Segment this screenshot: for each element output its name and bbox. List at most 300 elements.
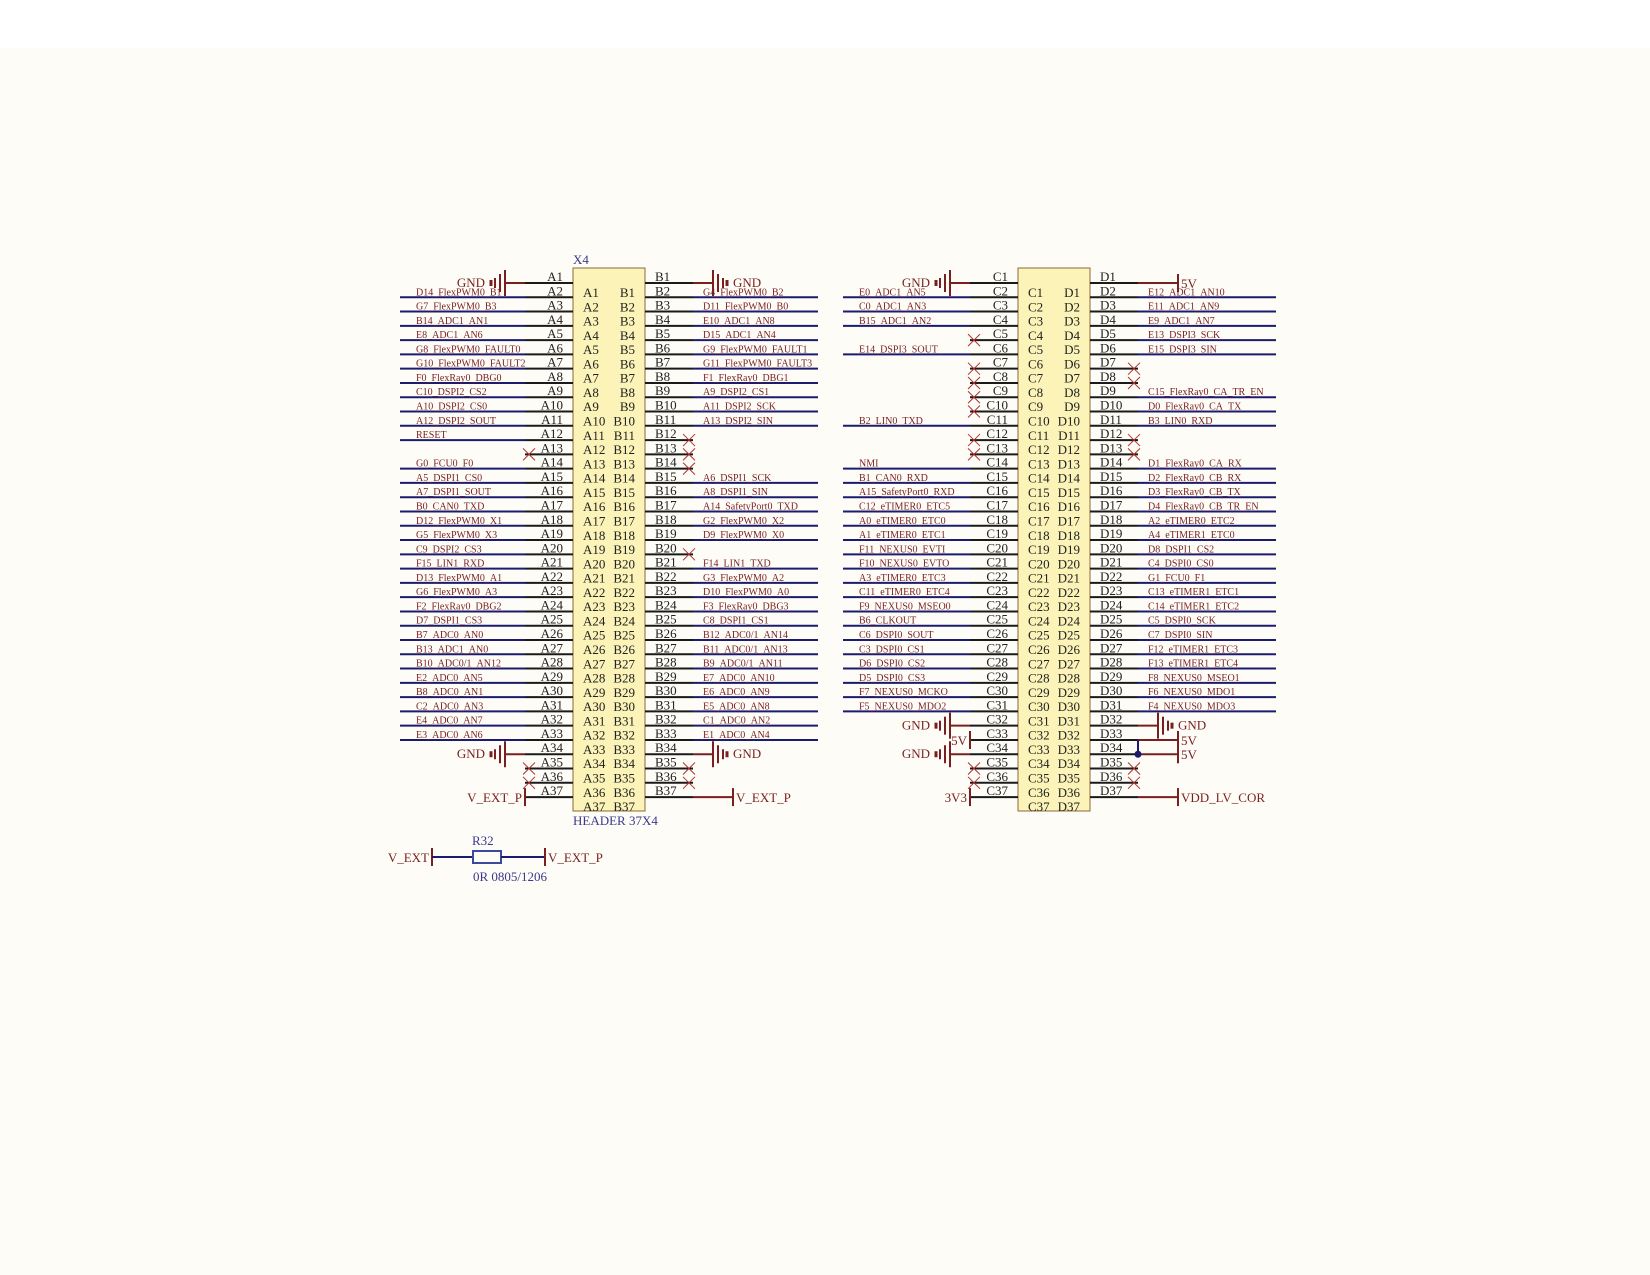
net-label: F2_FlexRay0_DBG2 (416, 601, 502, 613)
pin-inner-label: D8 (1064, 384, 1080, 400)
net-label: C14_eTIMER1_ETC2 (1148, 601, 1240, 613)
power-label: 5V (1181, 732, 1197, 748)
pin-number: A27 (540, 640, 563, 656)
ground-icon (490, 751, 493, 757)
pin-inner-label: C13 (1028, 456, 1050, 472)
pin-number: D22 (1100, 568, 1123, 584)
pin-inner-label: B25 (613, 627, 635, 643)
pin-inner-label: C1 (1028, 285, 1044, 300)
pin-number: B35 (655, 754, 677, 770)
pin-number: D17 (1100, 497, 1123, 513)
net-label: A6_DSPI1_SCK (703, 472, 772, 484)
net-label: G3_FlexPWM0_A2 (703, 572, 785, 584)
power-label: 5V (951, 732, 967, 748)
net-label: E7_ADC0_AN10 (703, 672, 775, 684)
pin-number: C12 (986, 426, 1008, 442)
pin-number: D34 (1100, 740, 1123, 756)
pin-number: B9 (655, 383, 671, 399)
pin-inner-label: A31 (583, 713, 606, 729)
pin-inner-label: B6 (619, 356, 635, 372)
pin-inner-label: C31 (1028, 713, 1050, 729)
pin-inner-label: B8 (619, 384, 635, 400)
pin-inner-label: C17 (1028, 513, 1050, 529)
pin-number: D12 (1100, 426, 1123, 442)
pin-number: C5 (992, 326, 1008, 342)
net-label: G4_FlexPWM0_B2 (703, 287, 784, 299)
pin-number: C30 (986, 683, 1008, 699)
pin-inner-label: B7 (619, 370, 635, 386)
pin-inner-label: D24 (1057, 613, 1080, 629)
net-label: F3_FlexRay0_DBG3 (703, 601, 789, 613)
net-label: E6_ADC0_AN9 (703, 687, 770, 699)
net-label: G6_FlexPWM0_A3 (416, 587, 498, 599)
pin-inner-label: A37 (583, 799, 606, 815)
net-label: B15_ADC1_AN2 (859, 315, 932, 327)
net-label: F14_LIN1_TXD (703, 558, 771, 570)
net-label: C7_DSPI0_SIN (1148, 630, 1213, 641)
net-label: F8_NEXUS0_MSEO1 (1148, 672, 1240, 684)
pin-inner-label: B3 (619, 313, 635, 329)
pin-number: A8 (547, 368, 563, 384)
net-label: B1_CAN0_RXD (859, 472, 928, 484)
power-label-gnd: GND (733, 746, 762, 762)
net-label: C5_DSPI0_SCK (1148, 615, 1216, 627)
pin-number: D13 (1100, 440, 1123, 456)
pin-number: D36 (1100, 768, 1123, 784)
power-label-gnd: GND (1178, 717, 1207, 733)
pin-number: A22 (540, 568, 563, 584)
pin-inner-label: A19 (583, 542, 606, 558)
pin-inner-label: A8 (583, 384, 599, 400)
pin-number: C18 (986, 511, 1008, 527)
pin-inner-label: B35 (613, 770, 635, 786)
pin-inner-label: A22 (583, 584, 606, 600)
net-label: E11_ADC1_AN9 (1148, 301, 1220, 313)
pin-number: A33 (540, 725, 563, 741)
pin-inner-label: A30 (583, 699, 606, 715)
pin-inner-label: C8 (1028, 384, 1044, 400)
pin-number: C28 (986, 654, 1008, 670)
pin-number: B23 (655, 583, 677, 599)
pin-inner-label: D30 (1057, 699, 1080, 715)
pin-inner-label: B37 (613, 799, 635, 815)
net-label: A12_DSPI2_SOUT (416, 415, 497, 427)
pin-inner-label: B11 (613, 427, 635, 443)
pin-inner-label: D1 (1064, 285, 1080, 300)
pin-number: D9 (1100, 383, 1116, 399)
pin-inner-label: B5 (619, 342, 635, 358)
net-label: F1_FlexRay0_DBG1 (703, 372, 789, 384)
resistor-right-net: V_EXT_P (548, 850, 603, 865)
pin-inner-label: A6 (583, 356, 599, 372)
pin-number: B22 (655, 568, 677, 584)
pin-number: B10 (655, 397, 677, 413)
pin-inner-label: B9 (619, 399, 635, 415)
pin-inner-label: D15 (1057, 484, 1080, 500)
power-label: 5V (1181, 276, 1197, 291)
net-label: F5_NEXUS0_MDO2 (859, 701, 947, 713)
connector-comment: HEADER 37X4 (573, 813, 658, 828)
connector-x4-ab (400, 268, 818, 814)
pin-inner-label: B27 (613, 656, 635, 672)
ground-icon (726, 280, 729, 286)
pin-number: D33 (1100, 725, 1123, 741)
pin-number: C13 (986, 440, 1008, 456)
pin-number: C17 (986, 497, 1008, 513)
pin-number: A17 (540, 497, 563, 513)
pin-inner-label: A35 (583, 770, 606, 786)
pin-number: B2 (655, 283, 671, 299)
pin-number: B36 (655, 768, 677, 784)
pin-inner-label: B18 (613, 527, 635, 543)
pin-number: D16 (1100, 483, 1123, 499)
pin-number: B33 (655, 725, 677, 741)
pin-inner-label: D29 (1057, 684, 1080, 700)
pin-inner-label: D10 (1057, 413, 1080, 429)
net-label: C10_DSPI2_CS2 (416, 387, 487, 399)
pin-inner-label: B12 (613, 442, 635, 458)
pin-number: B4 (655, 311, 671, 327)
net-label: C11_eTIMER0_ETC4 (859, 587, 950, 599)
pin-inner-label: A16 (583, 499, 606, 515)
connector-designator: X4 (573, 252, 589, 267)
pin-inner-label: D26 (1057, 642, 1080, 657)
net-label: B14_ADC1_AN1 (416, 315, 489, 327)
net-label: C2_ADC0_AN3 (416, 701, 484, 713)
pin-inner-label: C6 (1028, 356, 1044, 372)
pin-inner-label: D3 (1064, 313, 1080, 329)
net-label: E8_ADC1_AN6 (416, 330, 483, 342)
pin-inner-label: A17 (583, 513, 606, 529)
pin-inner-label: A21 (583, 570, 606, 586)
net-label: D3_FlexRay0_CB_TX (1148, 487, 1241, 499)
pin-number: A34 (540, 740, 563, 756)
net-label: G10_FlexPWM0_FAULT2 (416, 358, 526, 370)
pin-inner-label: D5 (1064, 342, 1080, 358)
pin-inner-label: D37 (1057, 799, 1080, 815)
pin-number: A21 (540, 554, 563, 570)
pin-inner-label: C28 (1028, 670, 1050, 686)
pin-inner-label: B23 (613, 599, 635, 615)
pin-number: C4 (992, 311, 1008, 327)
pin-inner-label: D20 (1057, 556, 1080, 572)
pin-number: A12 (540, 426, 563, 442)
pin-inner-label: A10 (583, 413, 606, 429)
net-label: E9_ADC1_AN7 (1148, 315, 1215, 327)
net-label: G9_FlexPWM0_FAULT1 (703, 344, 808, 356)
net-label: A5_DSPI1_CS0 (416, 472, 483, 484)
net-label: A3_eTIMER0_ETC3 (859, 572, 946, 584)
pin-number: C10 (986, 397, 1008, 413)
net-label: B11_ADC0/1_AN13 (703, 644, 788, 656)
pin-inner-label: C20 (1028, 556, 1050, 572)
ground-icon (1171, 723, 1174, 729)
pin-inner-label: B17 (613, 513, 635, 529)
pin-number: B15 (655, 468, 677, 484)
net-label: A2_eTIMER0_ETC2 (1148, 515, 1235, 527)
pin-inner-label: A28 (583, 670, 606, 686)
pin-number: D20 (1100, 540, 1123, 556)
net-label: F9_NEXUS0_MSEO0 (859, 601, 951, 613)
net-label: C4_DSPI0_CS0 (1148, 558, 1214, 570)
pin-number: C6 (992, 340, 1008, 356)
pin-number: B28 (655, 654, 677, 670)
pin-number: C33 (986, 725, 1008, 741)
pin-inner-label: A4 (583, 327, 599, 343)
net-label: NMI (859, 458, 879, 470)
pin-number: D6 (1100, 340, 1116, 356)
net-label: A9_DSPI2_CS1 (703, 387, 770, 399)
pin-number: C21 (986, 554, 1008, 570)
pin-inner-label: A33 (583, 741, 606, 757)
net-label: B10_ADC0/1_AN12 (416, 658, 502, 670)
pin-number: D18 (1100, 511, 1123, 527)
net-label: B3_LIN0_RXD (1148, 415, 1213, 427)
pin-inner-label: D34 (1057, 756, 1080, 772)
pin-inner-label: C37 (1028, 799, 1050, 815)
net-label: F6_NEXUS0_MDO1 (1148, 687, 1236, 699)
pin-inner-label: A23 (583, 599, 606, 615)
net-label: C12_eTIMER0_ETC5 (859, 501, 951, 513)
net-label: E4_ADC0_AN7 (416, 715, 483, 727)
net-label: D5_DSPI0_CS3 (859, 672, 926, 684)
pin-inner-label: D18 (1057, 527, 1080, 543)
pin-inner-label: B22 (613, 584, 635, 600)
pin-inner-label: A14 (583, 470, 606, 486)
pin-inner-label: C21 (1028, 570, 1050, 586)
net-label: G8_FlexPWM0_FAULT0 (416, 344, 521, 356)
pin-inner-label: C25 (1028, 627, 1050, 643)
pin-inner-label: C14 (1028, 470, 1050, 486)
pin-inner-label: A12 (583, 442, 606, 458)
pin-number: A10 (540, 397, 563, 413)
pin-number: A29 (540, 668, 563, 684)
net-label: D0_FlexRay0_CA_TX (1148, 401, 1242, 413)
net-label: D9_FlexPWM0_X0 (703, 530, 785, 542)
pin-inner-label: B14 (613, 470, 635, 486)
net-label: D6_DSPI0_CS2 (859, 658, 926, 670)
power-label: 3V3 (944, 790, 967, 806)
pin-number: D19 (1100, 526, 1123, 542)
net-label: E3_ADC0_AN6 (416, 729, 483, 741)
net-label: G0_FCU0_F0 (416, 458, 474, 470)
pin-inner-label: A1 (583, 285, 599, 300)
ground-icon (935, 280, 938, 286)
pin-inner-label: D21 (1057, 570, 1080, 586)
pin-inner-label: B1 (619, 285, 635, 300)
resistor-designator: R32 (472, 833, 494, 848)
pin-number: B7 (655, 354, 671, 370)
net-label: A14_SafetyPort0_TXD (703, 501, 798, 513)
junction-dot (1135, 751, 1142, 758)
pin-inner-label: B26 (613, 642, 635, 657)
pin-number: B3 (655, 297, 671, 313)
net-label: A13_DSPI2_SIN (703, 415, 774, 427)
pin-number: D24 (1100, 597, 1123, 613)
pin-inner-label: D17 (1057, 513, 1080, 529)
net-label: F15_LIN1_RXD (416, 558, 485, 570)
pin-number: C36 (986, 768, 1008, 784)
pin-number: B12 (655, 426, 677, 442)
pin-inner-label: B34 (613, 756, 635, 772)
pin-number: B5 (655, 326, 671, 342)
pin-number: B30 (655, 683, 677, 699)
pin-number: A5 (547, 326, 563, 342)
resistor-left-net: V_EXT (387, 850, 429, 865)
pin-inner-label: A15 (583, 484, 606, 500)
net-label: C13_eTIMER1_ETC1 (1148, 587, 1240, 599)
pin-number: B37 (655, 783, 677, 799)
pin-inner-label: C11 (1028, 427, 1050, 443)
net-label: B7_ADC0_AN0 (416, 630, 484, 641)
pin-inner-label: D7 (1064, 370, 1080, 386)
pin-inner-label: A32 (583, 727, 606, 743)
pin-number: B31 (655, 697, 677, 713)
net-label: C15_FlexRay0_CA_TR_EN (1148, 387, 1264, 399)
pin-number: A13 (540, 440, 563, 456)
pin-inner-label: D9 (1064, 399, 1080, 415)
net-label: F0_FlexRay0_DBG0 (416, 372, 502, 384)
pin-number: B26 (655, 626, 677, 641)
pin-inner-label: A3 (583, 313, 599, 329)
pin-inner-label: B19 (613, 542, 635, 558)
net-label: G2_FlexPWM0_X2 (703, 515, 785, 527)
pin-inner-label: A20 (583, 556, 606, 572)
pin-number: B13 (655, 440, 677, 456)
net-label: E14_DSPI3_SOUT (859, 344, 938, 356)
net-label: G5_FlexPWM0_X3 (416, 530, 498, 542)
pin-inner-label: C4 (1028, 327, 1044, 343)
pin-number: B24 (655, 597, 677, 613)
pin-number: A30 (540, 683, 563, 699)
pin-inner-label: A18 (583, 527, 606, 543)
net-label: C1_ADC0_AN2 (703, 715, 771, 727)
net-label: G11_FlexPWM0_FAULT3 (703, 358, 813, 370)
pin-inner-label: A7 (583, 370, 599, 386)
pin-number: D27 (1100, 640, 1123, 656)
net-label: D2_FlexRay0_CB_RX (1148, 472, 1242, 484)
pin-number: D7 (1100, 354, 1116, 370)
pin-number: B21 (655, 554, 677, 570)
net-label: D7_DSPI1_CS3 (416, 615, 483, 627)
pin-inner-label: A25 (583, 627, 606, 643)
pin-inner-label: C26 (1028, 642, 1050, 657)
pin-number: D3 (1100, 297, 1116, 313)
net-label: B12_ADC0/1_AN14 (703, 630, 789, 641)
pin-number: D14 (1100, 454, 1123, 470)
pin-inner-label: C16 (1028, 499, 1050, 515)
net-label: D4_FlexRay0_CB_TR_EN (1148, 501, 1259, 513)
pin-number: A1 (547, 269, 563, 284)
pin-inner-label: D23 (1057, 599, 1080, 615)
pin-number: A4 (547, 311, 563, 327)
pin-inner-label: D19 (1057, 542, 1080, 558)
pin-inner-label: A26 (583, 642, 606, 657)
pin-inner-label: C5 (1028, 342, 1044, 358)
pin-number: A15 (540, 468, 563, 484)
net-label: F12_eTIMER1_ETC3 (1148, 644, 1238, 656)
pin-number: D25 (1100, 611, 1123, 627)
pin-number: B32 (655, 711, 677, 727)
net-label: E2_ADC0_AN5 (416, 672, 483, 684)
pin-number: C7 (992, 354, 1008, 370)
net-label: B2_LIN0_TXD (859, 415, 923, 427)
net-label: C8_DSPI1_CS1 (703, 615, 769, 627)
net-label: D11_FlexPWM0_B0 (703, 301, 789, 313)
pin-number: A31 (540, 697, 563, 713)
pin-inner-label: A29 (583, 684, 606, 700)
pin-number: B14 (655, 454, 677, 470)
pin-inner-label: B29 (613, 684, 635, 700)
pin-number: A3 (547, 297, 563, 313)
pin-inner-label: B15 (613, 484, 635, 500)
pin-number: A9 (547, 383, 563, 399)
pin-number: B6 (655, 340, 671, 356)
net-label: B13_ADC1_AN0 (416, 644, 489, 656)
pin-number: C35 (986, 754, 1008, 770)
pin-inner-label: B28 (613, 670, 635, 686)
pin-number: C24 (986, 597, 1008, 613)
pin-number: C29 (986, 668, 1008, 684)
pin-number: C11 (986, 411, 1008, 427)
pin-inner-label: B10 (613, 413, 635, 429)
pin-inner-label: B33 (613, 741, 635, 757)
pin-inner-label: D22 (1057, 584, 1080, 600)
pin-number: D31 (1100, 697, 1123, 713)
pin-inner-label: C9 (1028, 399, 1044, 415)
net-label: A0_eTIMER0_ETC0 (859, 515, 946, 527)
net-label: C0_ADC1_AN3 (859, 301, 927, 313)
net-label: A4_eTIMER1_ETC0 (1148, 530, 1235, 542)
pin-number: D35 (1100, 754, 1123, 770)
pin-number: D23 (1100, 583, 1123, 599)
pin-inner-label: C23 (1028, 599, 1050, 615)
pin-inner-label: B2 (619, 299, 635, 315)
pin-number: A6 (547, 340, 563, 356)
pin-inner-label: B21 (613, 570, 635, 586)
net-label: A10_DSPI2_CS0 (416, 401, 488, 413)
pin-number: D26 (1100, 626, 1123, 641)
pin-number: A19 (540, 526, 563, 542)
pin-inner-label: C22 (1028, 584, 1050, 600)
pin-number: C26 (986, 626, 1008, 641)
pin-number: C15 (986, 468, 1008, 484)
pin-inner-label: D27 (1057, 656, 1080, 672)
net-label: B9_ADC0/1_AN11 (703, 658, 783, 670)
ground-icon (935, 751, 938, 757)
net-label: F7_NEXUS0_MCKO (859, 687, 948, 699)
pin-number: A28 (540, 654, 563, 670)
pin-inner-label: D14 (1057, 470, 1080, 486)
pin-number: B27 (655, 640, 677, 656)
net-label: E10_ADC1_AN8 (703, 315, 775, 327)
pin-number: D21 (1100, 554, 1123, 570)
pin-number: D2 (1100, 283, 1116, 299)
pin-number: A32 (540, 711, 563, 727)
pin-inner-label: A5 (583, 342, 599, 358)
pin-inner-label: D25 (1057, 627, 1080, 643)
net-label: F13_eTIMER1_ETC4 (1148, 658, 1238, 670)
pin-inner-label: B13 (613, 456, 635, 472)
pin-number: B18 (655, 511, 677, 527)
net-label: A7_DSPI1_SOUT (416, 487, 492, 499)
pin-inner-label: C19 (1028, 542, 1050, 558)
pin-number: D4 (1100, 311, 1116, 327)
pin-number: D8 (1100, 368, 1116, 384)
pin-inner-label: D28 (1057, 670, 1080, 686)
pin-inner-label: D13 (1057, 456, 1080, 472)
net-label: E13_DSPI3_SCK (1148, 330, 1221, 342)
